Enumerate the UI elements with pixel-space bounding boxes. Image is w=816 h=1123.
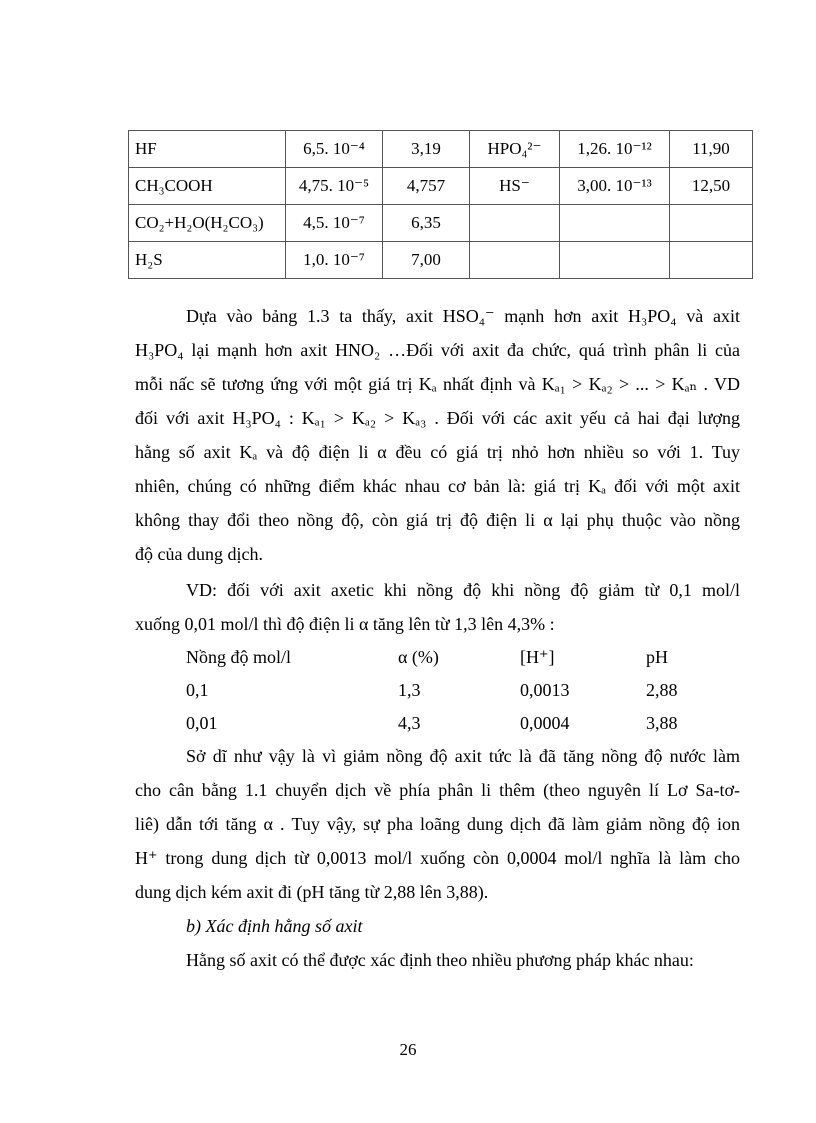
- text-line: cho cân bằng 1.1 chuyển dịch về phía phân li thêm (theo nguyên lí Lơ Sa-tơ-: [135, 780, 740, 800]
- acid-constants-table: [128, 130, 753, 279]
- cell-concentration: 0,01: [186, 713, 218, 733]
- table-row: [129, 168, 753, 205]
- text-line: đối với axit H₃PO₄ : Kₐ₁ > Kₐ₂ > Kₐ₃ . Đối với các axit yếu cả hai đại lượng: [135, 408, 740, 428]
- section-heading: b) Xác định hằng số axit: [186, 916, 363, 936]
- text-line: dung dịch kém axit đi (pH tăng từ 2,88 lên 3,88).: [135, 882, 489, 902]
- table-cell: 1,26. 10⁻¹²: [560, 131, 670, 168]
- table-cell: 12,50: [670, 168, 753, 205]
- column-header: [H⁺]: [520, 647, 555, 667]
- table-cell: 6,35: [383, 205, 470, 242]
- cell-alpha: 1,3: [398, 680, 421, 700]
- table-cell: HS⁻: [470, 168, 560, 205]
- text-line: xuống 0,01 mol/l thì độ điện li α tăng lên từ 1,3 lên 4,3% :: [135, 614, 555, 634]
- table-row: [129, 205, 753, 242]
- paragraph-methods: Hằng số axit có thể được xác định theo nhiều phương pháp khác nhau:: [186, 950, 694, 970]
- cell-concentration: 0,1: [186, 680, 209, 700]
- table-cell: [560, 205, 670, 242]
- text-line: độ của dung dịch.: [135, 544, 263, 564]
- table-cell: 4,5. 10⁻⁷: [286, 205, 383, 242]
- table-cell: 4,75. 10⁻⁵: [286, 168, 383, 205]
- table-cell: 1,0. 10⁻⁷: [286, 242, 383, 279]
- text-line: H₃PO₄ lại mạnh hơn axit HNO₂ …Đối với axit đa chức, quá trình phân li của: [135, 340, 740, 360]
- table-cell: 4,757: [383, 168, 470, 205]
- table-row: [129, 131, 753, 168]
- table-row: [129, 242, 753, 279]
- cell-alpha: 4,3: [398, 713, 421, 733]
- text-line: không thay đổi theo nồng độ, còn giá trị độ điện li α lại phụ thuộc vào nồng: [135, 510, 740, 530]
- page-number: 26: [399, 1040, 417, 1059]
- table-cell: 7,00: [383, 242, 470, 279]
- table-cell: [470, 205, 560, 242]
- table-cell: 11,90: [670, 131, 753, 168]
- text-line: mỗi nấc sẽ tương ứng với một giá trị Kₐ nhất định và Kₐ₁ > Kₐ₂ > ... > Kₐₙ . VD: [135, 374, 740, 394]
- cell-ph: 3,88: [646, 713, 678, 733]
- table-cell: HPO₄²⁻: [470, 131, 560, 168]
- table-cell: CH₃COOH: [129, 168, 286, 205]
- column-header: pH: [646, 647, 668, 667]
- cell-ph: 2,88: [646, 680, 678, 700]
- table-cell: 6,5. 10⁻⁴: [286, 131, 383, 168]
- cell-h-plus: 0,0013: [520, 680, 570, 700]
- table-cell: 3,19: [383, 131, 470, 168]
- cell-h-plus: 0,0004: [520, 713, 570, 733]
- table-cell: HF: [129, 131, 286, 168]
- text-line: hằng số axit Kₐ và độ điện li α đều có giá trị nhỏ hơn nhiều so với 1. Tuy: [135, 442, 740, 462]
- text-line: Sở dĩ như vậy là vì giảm nồng độ axit tức là đã tăng nồng độ nước làm: [186, 746, 740, 766]
- text-line: Dựa vào bảng 1.3 ta thấy, axit HSO₄⁻ mạnh hơn axit H₃PO₄ và axit: [186, 306, 740, 326]
- table-cell: [470, 242, 560, 279]
- text-line: nhiên, chúng có những điểm khác nhau cơ bản là: giá trị Kₐ đối với một axit: [135, 476, 740, 496]
- table-cell: [670, 242, 753, 279]
- table-cell: H₂S: [129, 242, 286, 279]
- table-cell: CO₂+H₂O(H₂CO₃): [129, 205, 286, 242]
- table-cell: 3,00. 10⁻¹³: [560, 168, 670, 205]
- table-cell: [560, 242, 670, 279]
- text-line: H⁺ trong dung dịch từ 0,0013 mol/l xuống còn 0,0004 mol/l nghĩa là làm cho: [135, 848, 740, 868]
- column-header: Nồng độ mol/l: [186, 647, 292, 667]
- text-line: VD: đối với axit axetic khi nồng độ khi nồng độ giảm từ 0,1 mol/l: [186, 580, 740, 600]
- table-cell: [670, 205, 753, 242]
- text-line: liê) dẫn tới tăng α . Tuy vậy, sự pha loãng dung dịch đã làm giảm nồng độ ion: [135, 814, 740, 834]
- column-header: α (%): [398, 647, 439, 667]
